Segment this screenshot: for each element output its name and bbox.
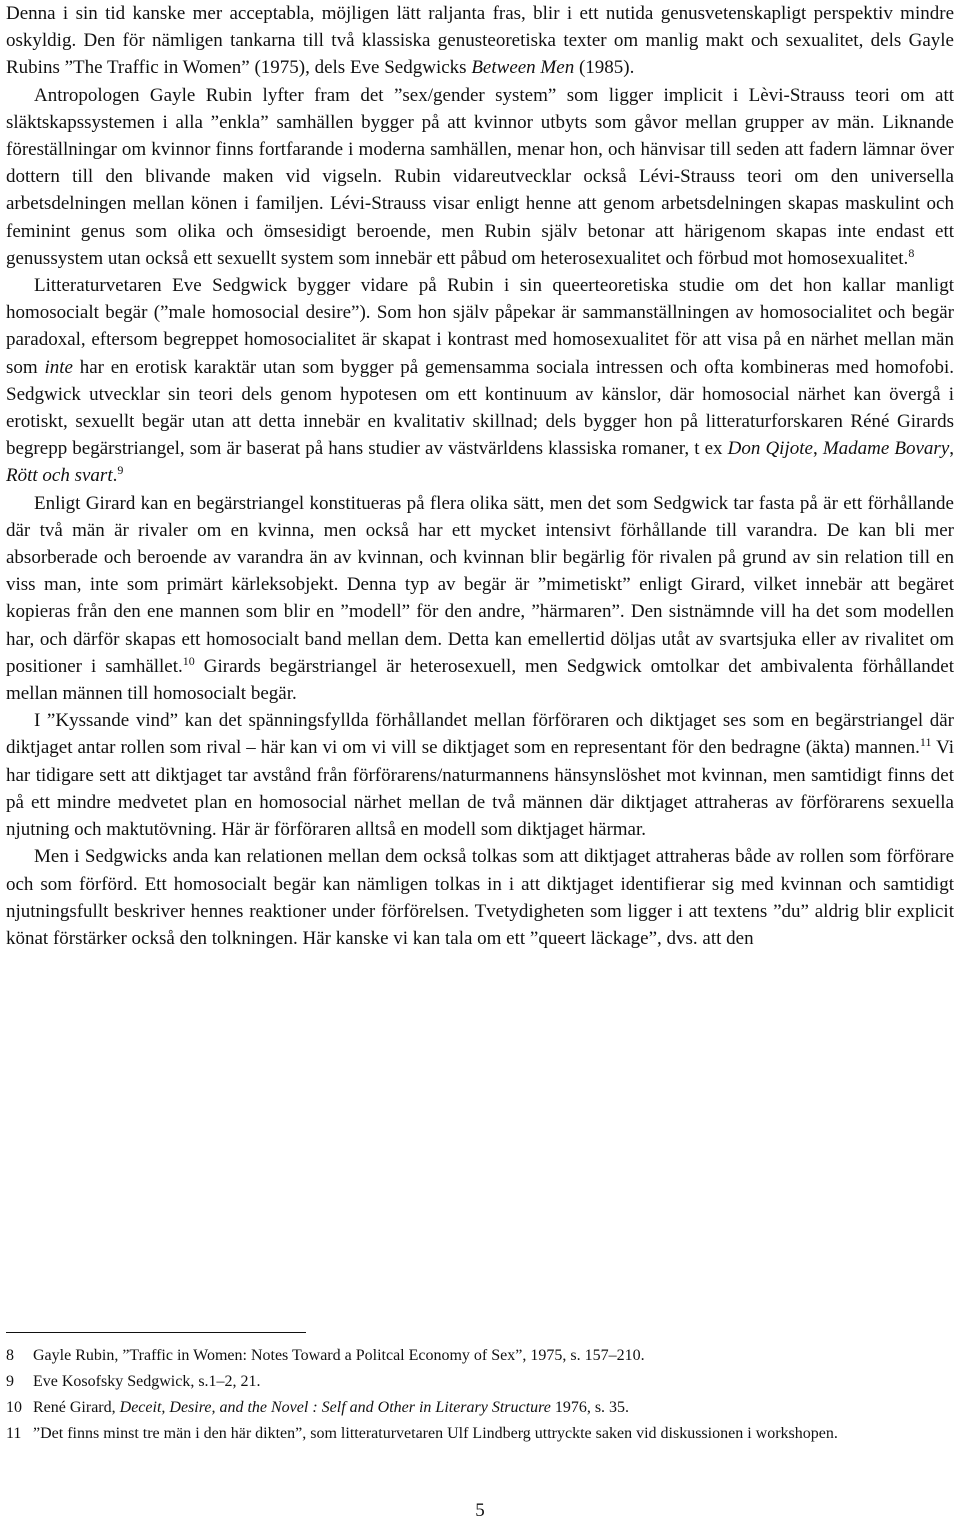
text-run: Girards begärstriangel är heterosexuell, men Sedgwick omtolkar det ambivalenta förhållandet mellan männen till homosocialt begär. (6, 655, 954, 705)
italic-title: Between Men (471, 57, 575, 79)
paragraph (6, 490, 954, 708)
italic-title: inte (44, 356, 73, 378)
text-run: ”Det finns minst tre män i den här dikten”, som litteraturvetaren Ulf Lindberg uttryckte saken vid diskussionen i workshopen. (33, 1425, 838, 1442)
italic-title: Deceit, Desire, and the Novel : Self and Other in Literary Structure (119, 1399, 551, 1416)
italic-title: Madame Bovary (822, 438, 950, 460)
paragraph (6, 0, 954, 82)
footnote-text (33, 1371, 954, 1393)
text-run: Eve Kosofsky Sedgwick, s.1–2, 21. (33, 1373, 261, 1390)
text-run: René Girard, (33, 1399, 120, 1416)
page-number: 5 (475, 1500, 485, 1521)
footnote (6, 1397, 954, 1419)
footnote (6, 1423, 954, 1445)
paragraph (6, 707, 954, 843)
footnote-ref: 9 (117, 463, 124, 478)
footnote (6, 1371, 954, 1393)
paragraph (6, 272, 954, 490)
footnote-ref: 10 (182, 653, 195, 668)
footnote-number: 10 (6, 1399, 22, 1416)
paragraph (6, 82, 954, 272)
footnotes (6, 1345, 954, 1449)
footnote-ref: 8 (908, 245, 915, 260)
text-run: Denna i sin tid kanske mer acceptabla, möjligen lätt raljanta fras, blir i ett nutida genusvetenskapligt perspektiv mindre oskyldig. Den för nämligen tankarna till två klassiska genusteoretiska texter om manlig makt och sexualitet, dels Gayle Rubins ”The Traffic in Women” (1975), dels Eve Sedgwicks (6, 3, 954, 79)
italic-title: Rött och svart (6, 465, 113, 487)
text-run: Antropologen Gayle Rubin lyfter fram det ”sex/gender system” som ligger implicit i Lèvi-Strauss teori om att släktskapssystemen i alla ”enkla” samhällen bygger på att kvinnor utbyts som gåvor mellan grupper av män. Liknande föreställningar om kvinnor finns fortfarande i moderna samhällen, menar hon, och hänvisar till seden att fadern lämnar över dottern till den blivande maken vid vigseln. Rubin vidareutvecklar också Lévi-Strauss teori om den universella arbetsdelningen mellan könen i familjen. Lévi-Strauss visar enligt henne att genom arbetsdelningen skapas maskulint och feminint genus som olika och ömsesidigt beroende, men Rubin själv betonar att härigenom skapas inte endast ett genussystem utan också ett sexuellt system som innebär ett påbud om heterosexualitet och förbud mot homosexualitet. (6, 84, 954, 269)
footnote-text (33, 1345, 954, 1367)
text-run: 1976, s. 35. (550, 1399, 630, 1416)
footnote-separator (6, 1332, 306, 1333)
body-text (6, 0, 954, 952)
italic-title: Don Qijote (727, 438, 813, 460)
footnote-number: 9 (6, 1373, 14, 1390)
footnote-number: 11 (6, 1425, 22, 1442)
footnote-text (33, 1397, 954, 1419)
footnote-number: 8 (6, 1347, 14, 1364)
paragraph (6, 843, 954, 952)
text-run: (1985). (574, 57, 635, 79)
text-run: . (112, 465, 118, 487)
footnote-ref: 11 (919, 735, 932, 750)
text-run: Litteraturvetaren Eve Sedgwick bygger vidare på Rubin i sin queerteoretiska studie om det hon kallar manligt homosocialt begär (”male homosocial desire”). Som hon själv påpekar är sammanställningen av homosocialitet och begär paradoxal, eftersom begreppet homosocialitet är skapat i kontrast med homosexualitet för att visa på en närhet mellan män som (6, 275, 954, 378)
text-run: har en erotisk karaktär utan som bygger på gemensamma sociala intressen och ofta kombineras med homofobi. Sedgwick utvecklar sin teori dels genom hypotesen om ett kontinuum av känslor, där homosocial närhet kan övergå i erotiskt, sexuellt begär utan att detta innebär en kvalitativ skillnad; dels bygger hon på litteraturforskaren Réné Girards begrepp begärstriangel, som är baserat på hans studier av västvärldens klassiska romaner, t ex (6, 356, 954, 460)
footnote-text (33, 1423, 954, 1445)
text-run: Men i Sedgwicks anda kan relationen mellan dem också tolkas som att diktjaget attraheras både av rollen som förförare och som förförd. Ett homosocialt begär kan nämligen tolkas in i att diktjaget identifierar sig med kvinnan och samtidigt njutningsfullt beskriver hennes reaktioner under förförelsen. Tvetydigheten som ligger i att textens ”du” aldrig blir explicit könat förstärker också den tolkningen. Här kanske vi kan tala om ett ”queert läckage”, dvs. att den (6, 846, 954, 949)
text-run: , (812, 438, 823, 460)
footnote (6, 1345, 954, 1367)
text-run: , (949, 438, 955, 460)
text-run: Vi har tidigare sett att diktjaget tar avstånd från förförarens/naturmannens hänsynslöshet mot kvinnan, men samtidigt finns det på ett mindre medvetet plan en homosocial närhet mellan de två männen där diktjaget attraheras av förförarens sexuella njutning och maktutövning. Här är förföraren alltså en modell som diktjaget härmar. (6, 737, 955, 841)
text-run: Enligt Girard kan en begärstriangel konstitueras på flera olika sätt, men det som Sedgwick tar fasta på är ett förhållande där två män är rivaler om en kvinna, men också har ett mycket intensivt förhållande till varandra. De kan bli mer absorberade och beroende av varandra än av kvinnan, och kvinnan blir begärlig för rivalen på grund av sin relation till en viss man, inte som primärt kärleksobjekt. Denna typ av begär är ”mimetiskt” enligt Girard, vilket innebär att begäret kopieras från den ene mannen som blir en ”modell” för den andre, ”härmaren”. Den sistnämnde vill ha det som modellen har, och därför skapas ett homosocialt band mellan dem. Detta kan emellertid döljas utåt av svartsjuka eller av rivalitet om positioner i samhället. (6, 492, 954, 677)
text-run: I ”Kyssande vind” kan det spänningsfyllda förhållandet mellan förföraren och diktjaget ses som en begärstriangel där diktjaget antar rollen som rival – här kan vi om vi vill se diktjaget som en representant för den bedragne (äkta) mannen. (6, 710, 954, 759)
text-run: Gayle Rubin, ”Traffic in Women: Notes Toward a Politcal Economy of Sex”, 1975, s. 157–210. (33, 1347, 645, 1364)
